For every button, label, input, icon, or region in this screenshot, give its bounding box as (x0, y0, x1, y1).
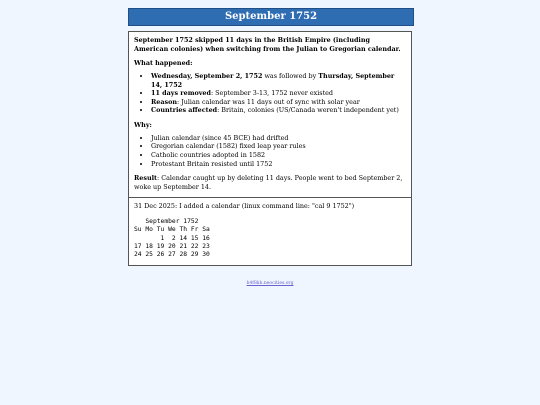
calendar-output: September 1752 Su Mo Tu We Th Fr Sa 1 2 14 15 16 17 18 19 20 21 22 23 24 25 26 27 28 29 30 (134, 218, 210, 258)
list-item (151, 72, 406, 89)
what-happened-heading: What happened: (134, 59, 193, 68)
list-item: • Catholic countries adopted in 1582 (151, 151, 406, 160)
result-text (134, 174, 406, 191)
why-list (134, 134, 406, 169)
why-heading: Why: (134, 121, 152, 130)
list-item (151, 106, 406, 115)
list-item: • Julian calendar (since 45 BCE) had drifted (151, 134, 406, 143)
note-section (129, 198, 411, 266)
result-body: : Calendar caught up by deleting 11 days. People went to bed September 2, woke up September 14. (134, 174, 403, 191)
page-title: September 1752 (128, 8, 414, 26)
list-item-label: Reason (151, 97, 178, 106)
list-item-label: Countries affected (151, 106, 218, 115)
list-item-label: Thursday, September 14, 1752 (151, 71, 395, 89)
list-item-label: 11 days removed (151, 89, 211, 98)
list-item (151, 89, 406, 98)
list-item: • Protestant Britain resisted until 1752 (151, 160, 406, 169)
list-item-text: : September 3-13, 1752 never existed (210, 89, 334, 98)
list-item-label: Wednesday, September 2, 1752 (151, 71, 263, 80)
list-item-text: : Britain, colonies (US/Canada weren't independent yet) (217, 106, 399, 115)
list-item (151, 98, 406, 107)
what-happened-list (134, 72, 406, 115)
list-item-text: was followed by (262, 71, 319, 80)
main-section (129, 32, 411, 198)
result-label: Result (134, 174, 158, 183)
list-item-text: : Julian calendar was 11 days out of sync with solar year (177, 97, 360, 106)
list-item: • Gregorian calendar (1582) fixed leap year rules (151, 142, 406, 151)
note-text: 31 Dec 2025: I added a calendar (linux command line: "cal 9 1752") (134, 201, 355, 210)
intro-text: September 1752 skipped 11 days in the British Empire (including American colonies) when switching from the Julian to Gregorian calendar. (134, 36, 401, 53)
content-card (128, 31, 412, 266)
footer-link[interactable]: b4f8kb.neocities.org (246, 281, 294, 286)
